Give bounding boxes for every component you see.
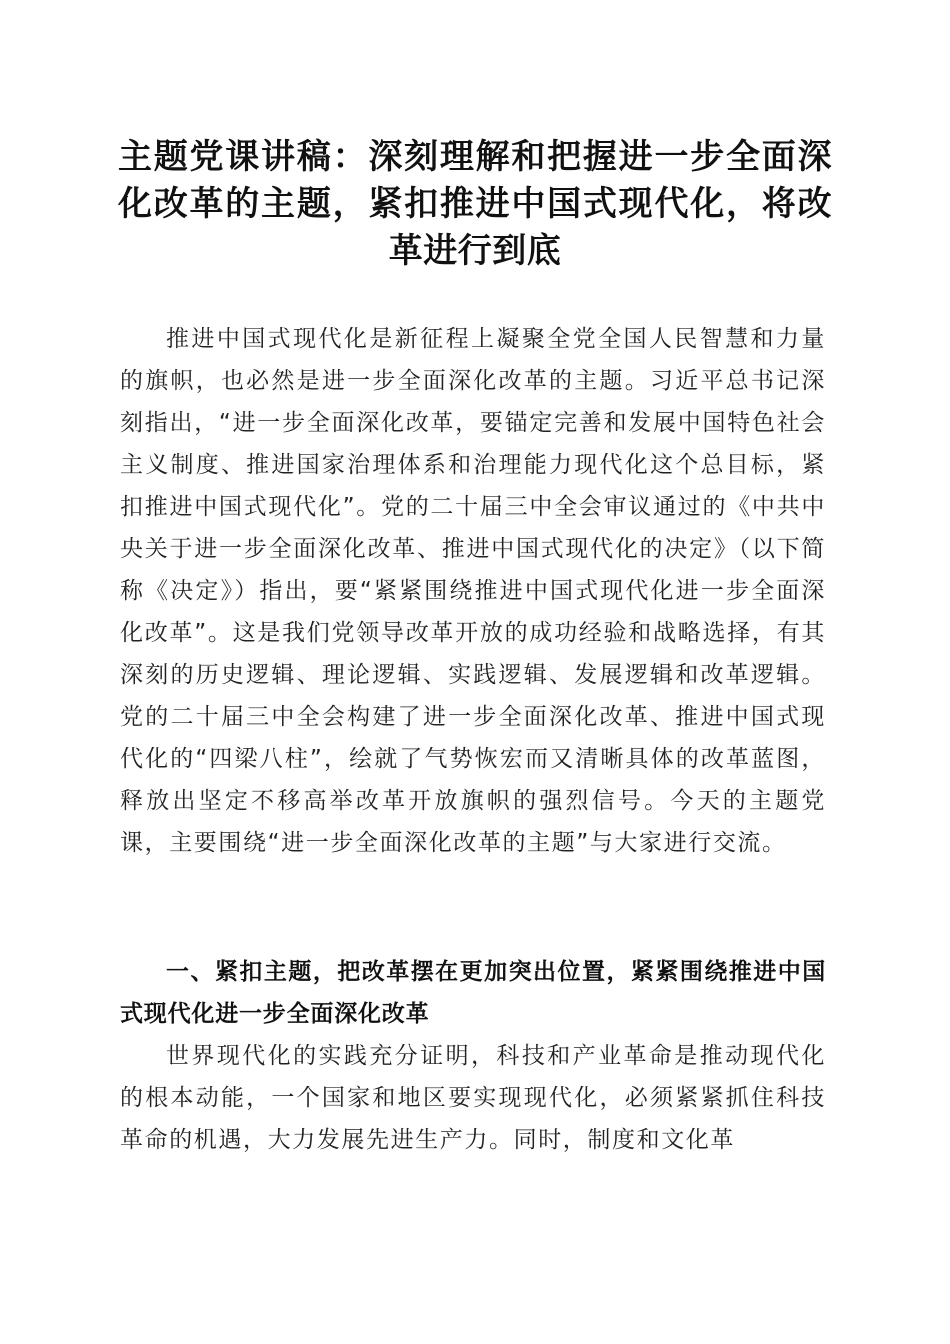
section-1-paragraph: 世界现代化的实践充分证明，科技和产业革命是推动现代化的根本动能，一个国家和地区要实现现代化，必须紧紧抓住科技革命的机遇，大力发展先进生产力。同时，制度和文化革 <box>120 1043 826 1153</box>
intro-paragraph: 推进中国式现代化是新征程上凝聚全党全国人民智慧和力量的旗帜，也必然是进一步全面深化改革的主题。习近平总书记深刻指出，“进一步全面深化改革，要锚定完善和发展中国特色社会主义制度、推进国家治理体系和治理能力现代化这个总目标，紧扣推进中国式现代化”。党的二十届三中全会审议通过的《中共中央关于进一步全面深化改革、推进中国式现代化的决定》（以下简称《决定》）指出，要“紧紧围绕推进中国式现代化进一步全面深化改革”。这是我们党领导改革开放的成功经验和战略选择，有其深刻的历史逻辑、理论逻辑、实践逻辑、发展逻辑和改革逻辑。党的二十届三中全会构建了进一步全面深化改革、推进中国式现代化的“四梁八柱”，绘就了气势恢宏而又清晰具体的改革蓝图，释放出坚定不移高举改革开放旗帜的强烈信号。今天的主题党课，主要围绕“进一步全面深化改革的主题”与大家进行交流。 <box>120 326 826 856</box>
section-heading-1: 一、紧扣主题，把改革摆在更加突出位置，紧紧围绕推进中国式现代化进一步全面深化改革 <box>120 959 826 1027</box>
document-title: 主题党课讲稿：深刻理解和把握进一步全面深化改革的主题，紧扣推进中国式现代化，将改革进行到底 <box>118 137 832 271</box>
